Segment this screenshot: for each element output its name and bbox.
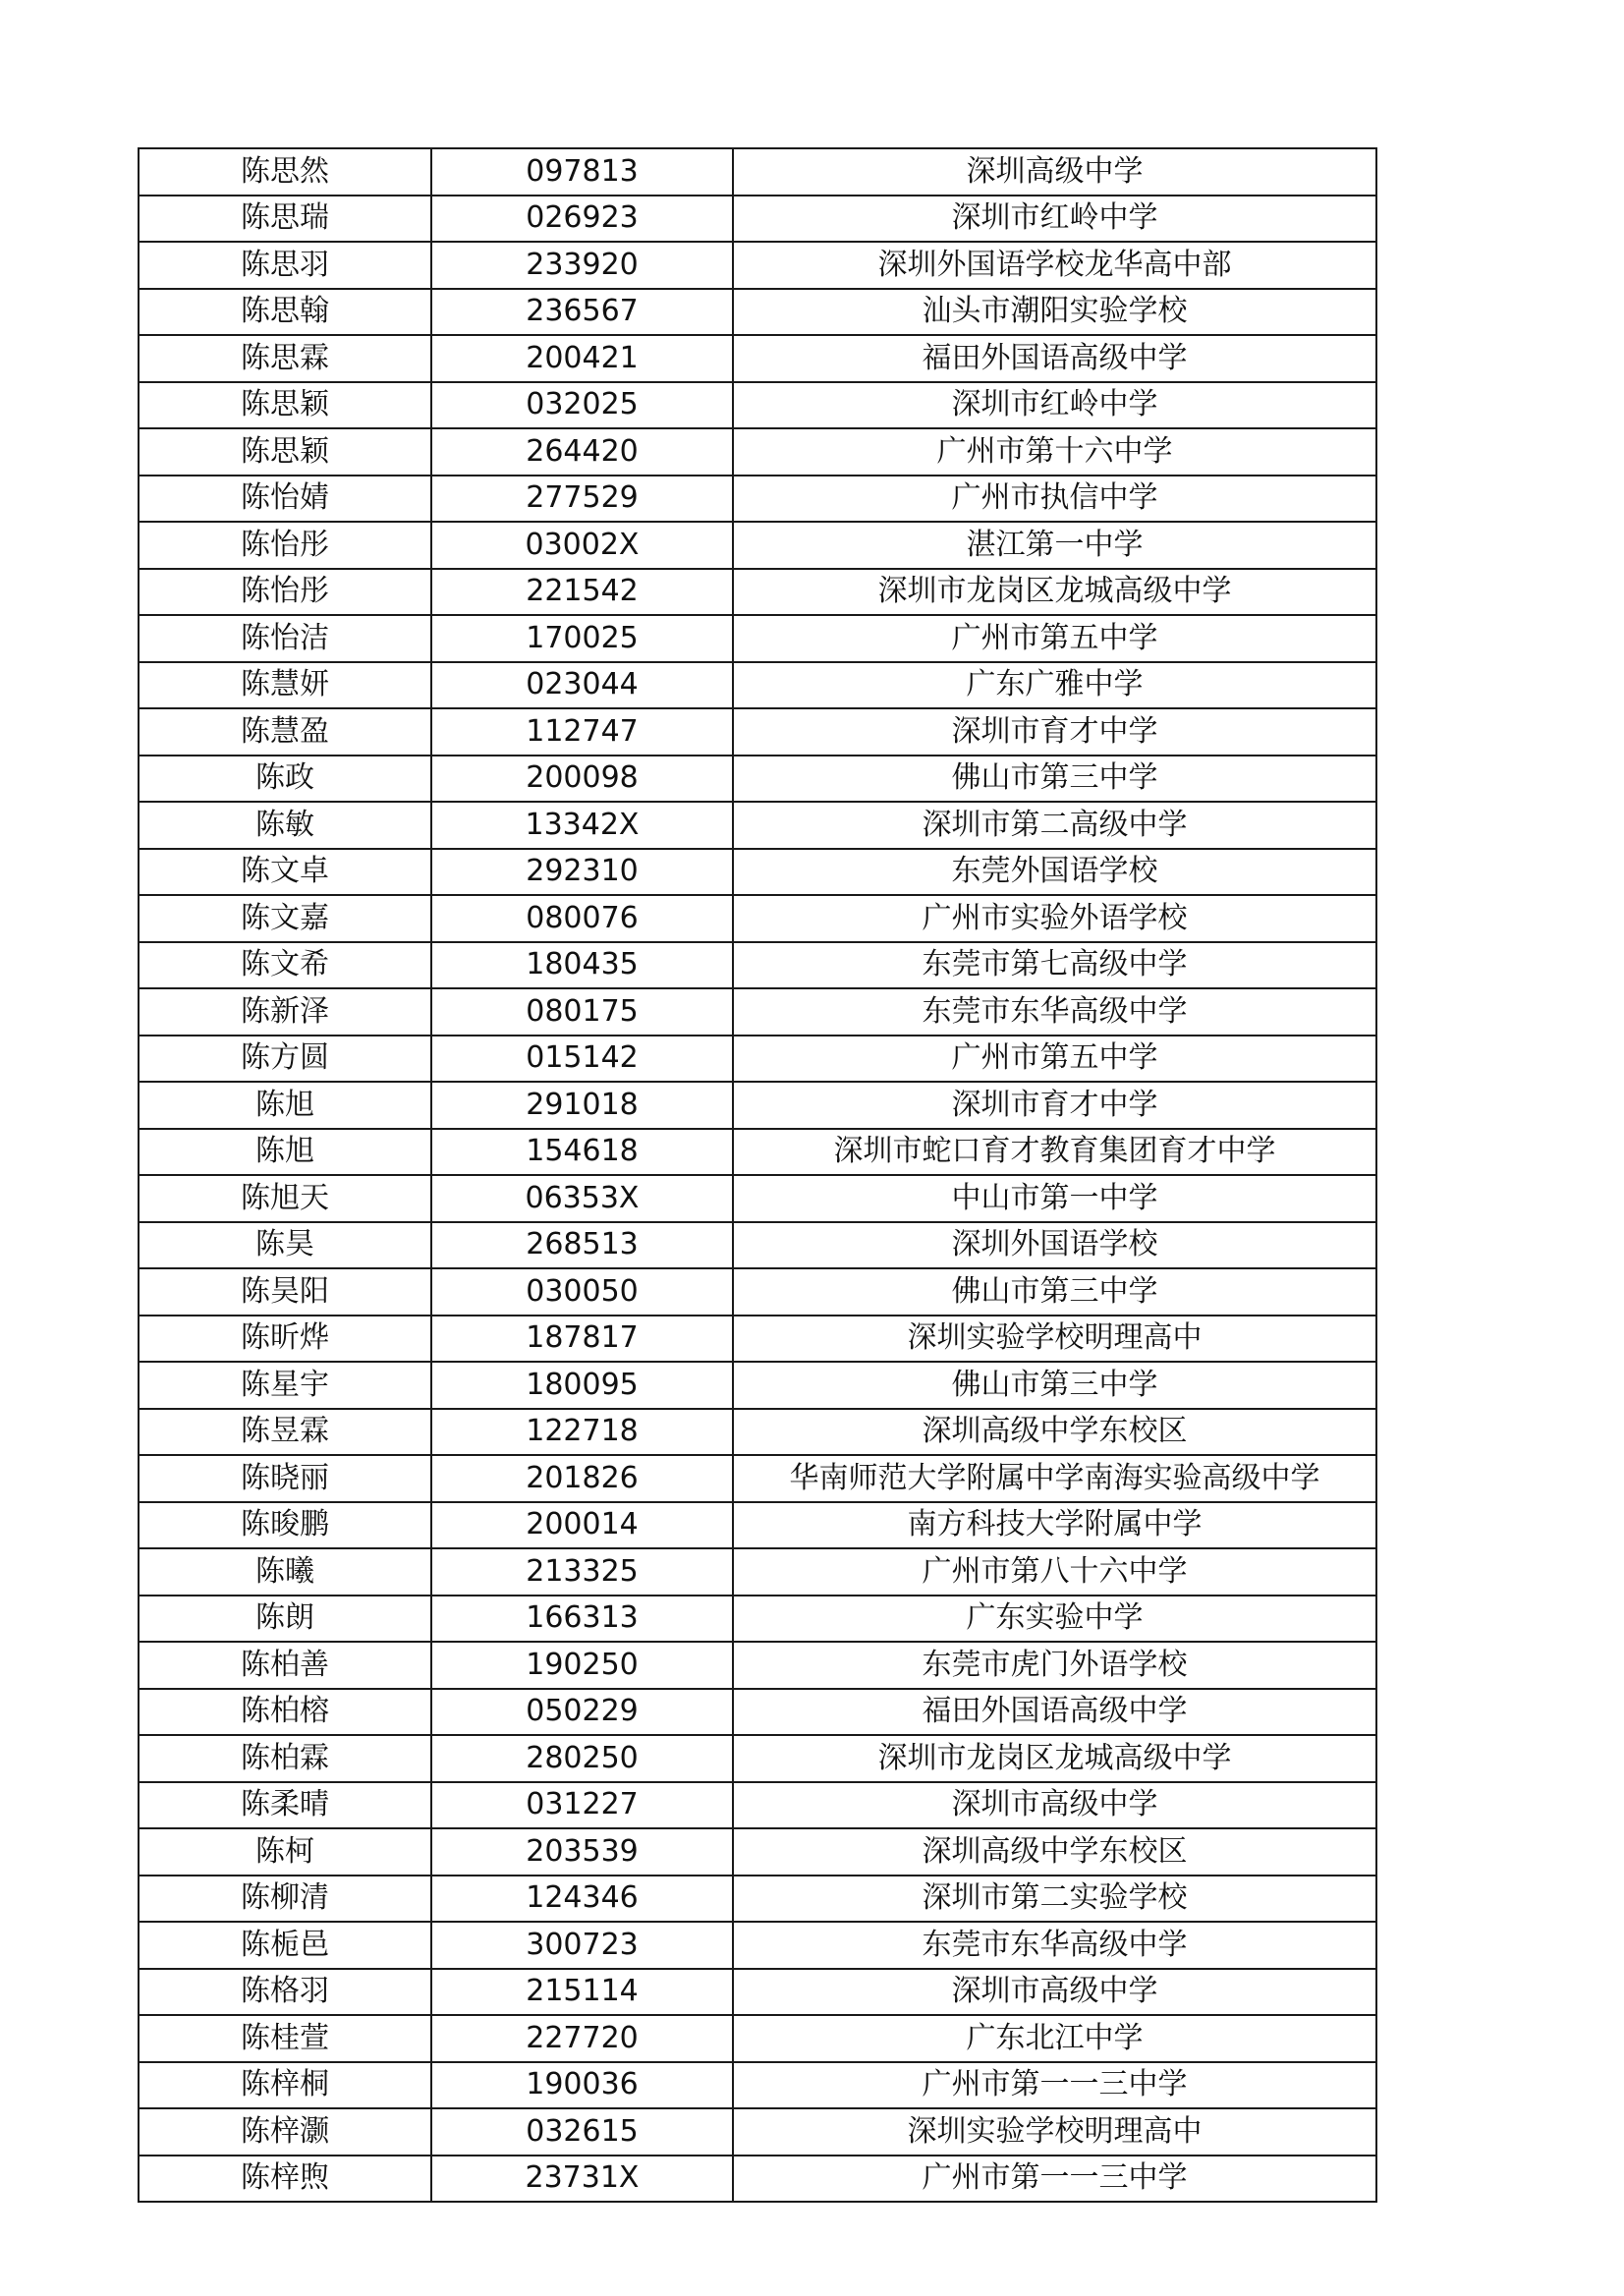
school-name-cell: 深圳外国语学校 — [733, 1222, 1376, 1269]
student-name-cell: 陈柏榕 — [139, 1689, 431, 1736]
table-row — [139, 1969, 1376, 2016]
student-id-cell: 277529 — [431, 476, 733, 523]
student-id-cell: 031227 — [431, 1782, 733, 1829]
student-name-cell: 陈新泽 — [139, 988, 431, 1036]
school-name-cell: 深圳外国语学校龙华高中部 — [733, 242, 1376, 289]
table-row — [139, 1502, 1376, 1549]
school-name-cell: 广州市实验外语学校 — [733, 895, 1376, 942]
student-name-cell: 陈星宇 — [139, 1362, 431, 1409]
table-row — [139, 196, 1376, 243]
student-id-cell: 050229 — [431, 1689, 733, 1736]
table-row — [139, 849, 1376, 896]
school-name-cell: 东莞市虎门外语学校 — [733, 1642, 1376, 1689]
student-name-cell: 陈梓灏 — [139, 2108, 431, 2156]
school-name-cell: 深圳市第二实验学校 — [733, 1876, 1376, 1923]
table-row — [139, 1129, 1376, 1176]
table-row — [139, 1175, 1376, 1222]
school-name-cell: 中山市第一中学 — [733, 1175, 1376, 1222]
table-row — [139, 1735, 1376, 1782]
table-row — [139, 2156, 1376, 2203]
school-name-cell: 广州市第五中学 — [733, 615, 1376, 662]
table-row — [139, 1409, 1376, 1456]
table-row — [139, 756, 1376, 803]
table-row — [139, 1316, 1376, 1363]
student-id-cell: 227720 — [431, 2015, 733, 2062]
table-row — [139, 335, 1376, 382]
table-row — [139, 382, 1376, 429]
student-id-cell: 292310 — [431, 849, 733, 896]
student-name-cell: 陈思翰 — [139, 289, 431, 336]
student-name-cell: 陈思羽 — [139, 242, 431, 289]
school-name-cell: 深圳高级中学东校区 — [733, 1828, 1376, 1876]
table-row — [139, 895, 1376, 942]
table-row — [139, 569, 1376, 616]
table-row — [139, 708, 1376, 756]
table-row — [139, 242, 1376, 289]
table-row — [139, 2015, 1376, 2062]
table-row — [139, 289, 1376, 336]
student-id-cell: 190250 — [431, 1642, 733, 1689]
student-id-cell: 233920 — [431, 242, 733, 289]
student-name-cell: 陈怡彤 — [139, 569, 431, 616]
school-name-cell: 佛山市第三中学 — [733, 756, 1376, 803]
table-row — [139, 988, 1376, 1036]
school-name-cell: 广州市执信中学 — [733, 476, 1376, 523]
student-name-cell: 陈昊阳 — [139, 1268, 431, 1316]
student-id-cell: 032025 — [431, 382, 733, 429]
student-name-cell: 陈昕烨 — [139, 1316, 431, 1363]
student-id-cell: 080175 — [431, 988, 733, 1036]
student-id-cell: 080076 — [431, 895, 733, 942]
school-name-cell: 南方科技大学附属中学 — [733, 1502, 1376, 1549]
school-name-cell: 广州市第五中学 — [733, 1036, 1376, 1083]
student-id-cell: 23731X — [431, 2156, 733, 2203]
school-name-cell: 佛山市第三中学 — [733, 1268, 1376, 1316]
student-id-cell: 124346 — [431, 1876, 733, 1923]
table-row — [139, 522, 1376, 569]
student-id-cell: 154618 — [431, 1129, 733, 1176]
student-id-cell: 264420 — [431, 428, 733, 476]
student-name-cell: 陈怡洁 — [139, 615, 431, 662]
table-row — [139, 2108, 1376, 2156]
table-row — [139, 1596, 1376, 1643]
student-name-cell: 陈桂萱 — [139, 2015, 431, 2062]
student-id-cell: 215114 — [431, 1969, 733, 2016]
school-name-cell: 广东广雅中学 — [733, 662, 1376, 709]
student-id-cell: 291018 — [431, 1082, 733, 1129]
school-name-cell: 东莞市东华高级中学 — [733, 1922, 1376, 1969]
student-name-cell: 陈旭天 — [139, 1175, 431, 1222]
student-id-cell: 280250 — [431, 1735, 733, 1782]
table-row — [139, 148, 1376, 196]
roster-table-body — [139, 148, 1376, 2202]
student-name-cell: 陈政 — [139, 756, 431, 803]
school-name-cell: 湛江第一中学 — [733, 522, 1376, 569]
student-id-cell: 122718 — [431, 1409, 733, 1456]
table-row — [139, 1689, 1376, 1736]
table-row — [139, 1828, 1376, 1876]
school-name-cell: 东莞市东华高级中学 — [733, 988, 1376, 1036]
student-name-cell: 陈怡婧 — [139, 476, 431, 523]
table-row — [139, 1876, 1376, 1923]
student-name-cell: 陈曦 — [139, 1548, 431, 1596]
student-id-cell: 221542 — [431, 569, 733, 616]
student-id-cell: 201826 — [431, 1455, 733, 1502]
student-name-cell: 陈旭 — [139, 1082, 431, 1129]
table-row — [139, 428, 1376, 476]
school-name-cell: 广州市第一一三中学 — [733, 2156, 1376, 2203]
table-row — [139, 2062, 1376, 2109]
student-name-cell: 陈柏霖 — [139, 1735, 431, 1782]
table-row — [139, 1548, 1376, 1596]
school-name-cell: 深圳实验学校明理高中 — [733, 2108, 1376, 2156]
table-row — [139, 1268, 1376, 1316]
table-row — [139, 615, 1376, 662]
table-row — [139, 1362, 1376, 1409]
student-id-cell: 112747 — [431, 708, 733, 756]
student-id-cell: 015142 — [431, 1036, 733, 1083]
student-id-cell: 187817 — [431, 1316, 733, 1363]
student-id-cell: 180095 — [431, 1362, 733, 1409]
school-name-cell: 福田外国语高级中学 — [733, 1689, 1376, 1736]
student-id-cell: 06353X — [431, 1175, 733, 1222]
school-name-cell: 华南师范大学附属中学南海实验高级中学 — [733, 1455, 1376, 1502]
student-name-cell: 陈柔晴 — [139, 1782, 431, 1829]
school-name-cell: 深圳市育才中学 — [733, 708, 1376, 756]
student-id-cell: 030050 — [431, 1268, 733, 1316]
table-row — [139, 1782, 1376, 1829]
student-name-cell: 陈敏 — [139, 802, 431, 849]
student-name-cell: 陈思然 — [139, 148, 431, 196]
student-name-cell: 陈方圆 — [139, 1036, 431, 1083]
school-name-cell: 东莞外国语学校 — [733, 849, 1376, 896]
table-row — [139, 1922, 1376, 1969]
table-row — [139, 942, 1376, 989]
student-name-cell: 陈柏善 — [139, 1642, 431, 1689]
school-name-cell: 佛山市第三中学 — [733, 1362, 1376, 1409]
student-name-cell: 陈昊 — [139, 1222, 431, 1269]
school-name-cell: 深圳市高级中学 — [733, 1782, 1376, 1829]
student-id-cell: 300723 — [431, 1922, 733, 1969]
table-row — [139, 1036, 1376, 1083]
student-name-cell: 陈思霖 — [139, 335, 431, 382]
student-id-cell: 200421 — [431, 335, 733, 382]
student-id-cell: 170025 — [431, 615, 733, 662]
school-name-cell: 东莞市第七高级中学 — [733, 942, 1376, 989]
school-name-cell: 深圳高级中学东校区 — [733, 1409, 1376, 1456]
student-name-cell: 陈栀邑 — [139, 1922, 431, 1969]
school-name-cell: 深圳市红岭中学 — [733, 196, 1376, 243]
table-row — [139, 1455, 1376, 1502]
student-id-cell: 200014 — [431, 1502, 733, 1549]
table-row — [139, 662, 1376, 709]
school-name-cell: 深圳实验学校明理高中 — [733, 1316, 1376, 1363]
school-name-cell: 深圳市红岭中学 — [733, 382, 1376, 429]
school-name-cell: 广州市第一一三中学 — [733, 2062, 1376, 2109]
school-name-cell: 广东北江中学 — [733, 2015, 1376, 2062]
table-row — [139, 1222, 1376, 1269]
table-row — [139, 1082, 1376, 1129]
student-id-cell: 213325 — [431, 1548, 733, 1596]
school-name-cell: 汕头市潮阳实验学校 — [733, 289, 1376, 336]
student-name-cell: 陈晓丽 — [139, 1455, 431, 1502]
student-name-cell: 陈慧盈 — [139, 708, 431, 756]
school-name-cell: 广州市第十六中学 — [733, 428, 1376, 476]
student-id-cell: 023044 — [431, 662, 733, 709]
school-name-cell: 深圳市龙岗区龙城高级中学 — [733, 569, 1376, 616]
student-name-cell: 陈梓桐 — [139, 2062, 431, 2109]
school-name-cell: 福田外国语高级中学 — [733, 335, 1376, 382]
student-id-cell: 097813 — [431, 148, 733, 196]
student-name-cell: 陈柳清 — [139, 1876, 431, 1923]
student-name-cell: 陈旭 — [139, 1129, 431, 1176]
student-name-cell: 陈文嘉 — [139, 895, 431, 942]
student-name-cell: 陈思颖 — [139, 428, 431, 476]
student-name-cell: 陈慧妍 — [139, 662, 431, 709]
school-name-cell: 深圳市龙岗区龙城高级中学 — [733, 1735, 1376, 1782]
student-id-cell: 180435 — [431, 942, 733, 989]
school-name-cell: 广州市第八十六中学 — [733, 1548, 1376, 1596]
table-row — [139, 1642, 1376, 1689]
student-id-cell: 200098 — [431, 756, 733, 803]
student-name-cell: 陈梓煦 — [139, 2156, 431, 2203]
school-name-cell: 深圳市高级中学 — [733, 1969, 1376, 2016]
table-row — [139, 802, 1376, 849]
school-name-cell: 深圳高级中学 — [733, 148, 1376, 196]
school-name-cell: 深圳市育才中学 — [733, 1082, 1376, 1129]
school-name-cell: 深圳市第二高级中学 — [733, 802, 1376, 849]
student-id-cell: 03002X — [431, 522, 733, 569]
student-name-cell: 陈昱霖 — [139, 1409, 431, 1456]
student-name-cell: 陈格羽 — [139, 1969, 431, 2016]
student-name-cell: 陈文希 — [139, 942, 431, 989]
student-id-cell: 13342X — [431, 802, 733, 849]
roster-table — [138, 147, 1377, 2203]
student-name-cell: 陈晙鹏 — [139, 1502, 431, 1549]
student-name-cell: 陈朗 — [139, 1596, 431, 1643]
student-name-cell: 陈思瑞 — [139, 196, 431, 243]
student-name-cell: 陈怡彤 — [139, 522, 431, 569]
student-id-cell: 026923 — [431, 196, 733, 243]
table-row — [139, 476, 1376, 523]
student-name-cell: 陈柯 — [139, 1828, 431, 1876]
student-name-cell: 陈文卓 — [139, 849, 431, 896]
school-name-cell: 广东实验中学 — [733, 1596, 1376, 1643]
student-name-cell: 陈思颖 — [139, 382, 431, 429]
student-id-cell: 032615 — [431, 2108, 733, 2156]
student-id-cell: 166313 — [431, 1596, 733, 1643]
student-id-cell: 268513 — [431, 1222, 733, 1269]
student-id-cell: 203539 — [431, 1828, 733, 1876]
student-id-cell: 236567 — [431, 289, 733, 336]
student-id-cell: 190036 — [431, 2062, 733, 2109]
school-name-cell: 深圳市蛇口育才教育集团育才中学 — [733, 1129, 1376, 1176]
